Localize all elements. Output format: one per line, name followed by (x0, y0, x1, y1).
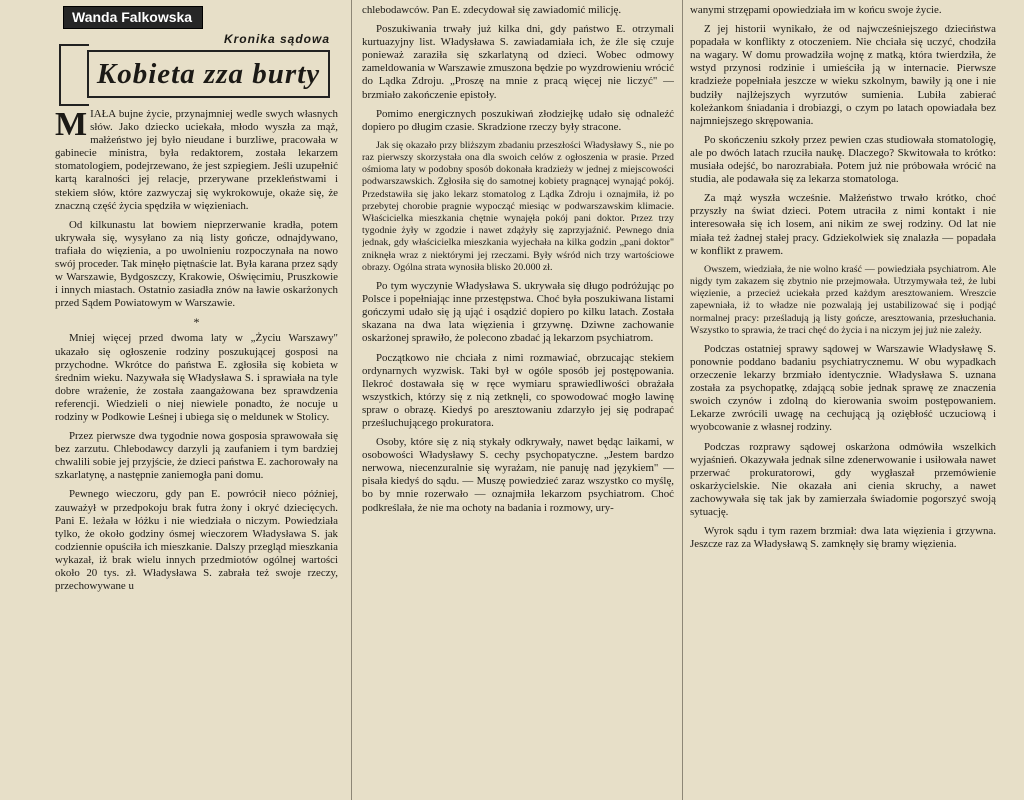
column-1 (55, 4, 338, 800)
section-label: Kronika sądowa (223, 32, 330, 46)
paragraph: Osoby, które się z nią stykały odkrywały, nawet będąc laikami, w osobowości Władysławy S. cechy psychopatyczne. „Jestem bardzo nerwowa, niecenzuralnie się wyrażam, nie panuję nad językiem" — pisała kiedyś do sądu. — Muszę powiedzieć zaraz wszystko co myślę, bo by mnie rozerwało — oznajmiła lekarzom psychiatrom. Choć podkreślała, że nie ma ochoty na badania i rozmowy, ury- (362, 436, 674, 514)
paragraph: Po skończeniu szkoły przez pewien czas studiowała stomatologię, ale po dwóch latach rzuciła naukę. Dlaczego? Skwitowała to krótko: musiała odejść, bo narozrabiała. Potem już nie próbowała wrócić na studia, ale podawała się za lekarza stomatologa. (690, 133, 996, 186)
paragraph: chlebodawców. Pan E. zdecydował się zawiadomić milicję. (362, 4, 622, 16)
paragraph: Początkowo nie chciała z nimi rozmawiać, obrzucając stekiem ordynarnych wyzwisk. Taki był w ogóle sposób jej postępowania. Ilekroć dostawała się w ręce wymiaru sprawiedliwości obrażała wszystkich, którzy się z nią zetknęli, co spowodować mogło lawinę spraw o obrazę. Kiedyś po aresztowaniu zdarzyło jej się podrapać prześluchującego prokuratora. (362, 351, 674, 430)
column-2 (362, 4, 674, 800)
author-byline: Wanda Falkowska (63, 6, 203, 29)
section-separator: * (193, 315, 200, 330)
paragraph: wanymi strzępami opowiedziała im w końcu swoje życie. (690, 4, 942, 16)
article-title: Kobieta zza burty (87, 50, 330, 98)
paragraph: MIAŁA bujne życie, przynajmniej wedle swych własnych słów. Jako dziecko uciekała, młodo wyszła za mąż, małżeństwo jej było nieudane i burzliwe, pracowała w gabinecie ministra, była redaktorem, została lekarzem stomatologiem, podejrzewano, że jest szpiegiem. Jeśli uzupełnić kartą karalności jej relacje, przerywane przekleństwami i stekiem słów, które zazwyczaj się wykrokowuje, okaże się, że znaczną część życia spędziła w więzieniach. (55, 106, 338, 212)
paragraph: Pomimo energicznych poszukiwań złodziejkę udało się odnaleźć dopiero po długim czasie. Skradzione rzeczy były stracone. (362, 107, 674, 133)
paragraph: Pewnego wieczoru, gdy pan E. powrócił nieco później, zauważył w przedpokoju brak futra żony i okryć dziecięcych. Pani E. leżała w łóżku i nie wiedziała o niczym. Powiedziała tylko, że około godziny ósmej wieczorem Władysława S. jak codziennie opuściła ich mieszkanie. Dalszy przegląd mieszkania wykazał, iż brak wielu innych przedmiotów ogólnej wartości około 20 tys. zł. Władysława S. zabrała też swoje rzeczy, przechowywane u (55, 488, 338, 593)
paragraph: Podczas ostatniej sprawy sądowej w Warszawie Władysławę S. ponownie poddano badaniu psychiatrycznemu. W obu wypadkach orzeczenie lekarzy brzmiało identycznie. Władysława S. uznana została za psychopatkę, zdającą sobie jednak sprawę ze znaczenia swoich czynów i zdolną do kierowania swoim postępowaniem. Lekarze zwrócili uwagę na cechującą ją oziębłość uczuciową i wyobcowanie z własnej rodziny. (690, 342, 996, 434)
column-divider-left (351, 0, 352, 800)
column-divider-right (682, 0, 683, 800)
column-3 (690, 4, 996, 800)
paragraph: Z jej historii wynikało, że od najwcześniejszego dzieciństwa popadała w konflikty z otoczeniem. Nie chciała się uczyć, chodziła na wagary. W domu prowadziła wojnę z matką, która twierdziła, że wstyd przynosi rodzinie i umieściła ją w internacie. Pierwsze kradzieże popełniała jeszcze w wieku szkolnym, bawiły ją one i nie budziły najlżejszych wyrzutów sumienia. Lubiła zabierać koleżankom śniadania i drobiazgi, o czym po latach opowiadała bez najmniejszego skrępowania. (690, 23, 996, 127)
paragraph: Przez pierwsze dwa tygodnie nowa gosposia sprawowała się bez zarzutu. Chlebodawcy darzyli ją zaufaniem i tym bardziej chwalili sobie jej przyjście, że dzieci państwa E. zachorowały na szkarlatynę, a następnie zaniemogła pani domu. (55, 430, 338, 482)
paragraph: Podczas rozprawy sądowej oskarżona odmówiła wszelkich wyjaśnień. Okazywała jednak silne zdenerwowanie i usiłowała nawet przerwać prokuratorowi, gdy wygłaszał przemówienie oskarżycielskie. Nie okazała ani cienia skruchy, a nawet zachowywała się tak jak by zamierzała świadomie pogorszyć swoją sytuację. (690, 440, 996, 519)
dropcap: M (55, 106, 88, 143)
paragraph: Poszukiwania trwały już kilka dni, gdy państwo E. otrzymali kurtuazyjny list. Władysława S. zawiadamiała ich, że źle się czuje ponieważ zaraziła się szkarlatyną od dzieci. Wobec odmowy zameldowania w Warszawie zmuszona będzie po wyzdrowieniu wrócić do Lądka Zdroju. „Proszę na mnie z pracą więcej nie liczyć" — brzmiało zakończenie epistoły. (362, 23, 674, 101)
paragraph: Po tym wyczynie Władysława S. ukrywała się długo podróżując po Polsce i popełniając inne przestępstwa. Choć była poszukiwana listami gończymi udało się ją ująć i osądzić dopiero po kilku latach. Została skazana na dwa lata więzienia i grzywnę. Dziwne zachowanie oskarżonej sprawiło, że polecono zbadać ją lekarzom psychiatrom. (362, 280, 674, 345)
paragraph: Za mąż wyszła wcześnie. Małżeństwo trwało krótko, choć przyszły na świat dzieci. Potem utraciła z nimi kontakt i nie interesowała się ich losem, ani nikim ze swej rodziny. Od lat nie miała też żadnej stałej pracy. Gdziekolwiek się znalazła — popadała w konflikt z prawem. (690, 192, 996, 257)
paragraph: Od kilkunastu lat bowiem nieprzerwanie kradła, potem ukrywała się, wysyłano za nią listy gończe, odnajdywano, trafiała do więzienia, a po uwolnieniu rozpoczynała na nowo swój proceder. Tak minęło piętnaście lat. Była karana przez sądy w Warszawie, Bydgoszczy, Krakowie, Oświęcimiu, Pruszkowie i innych miastach. Ostatnio zasiadła znów na ławie oskarżonych przed Sądem Powiatowym w Warszawie. (55, 218, 338, 310)
paragraph-small: Owszem, wiedziała, że nie wolno kraść — powiedziała psychiatrom. Ale nigdy tym zakazem się zbytnio nie przejmowała. Utrzymywała też, że lubi więzienie, a przecież uciekała przed każdym aresztowaniem. Wreszcie zapewniała, iż to władze nie pozwalają jej ustabilizować się i podjąć normalnej pracy: prześladują ją listy gończe, aresztowania, przesłuchania. Wszystko to sprawia, że traci chęć do życia i na niczym jej już nie zależy. (690, 263, 996, 336)
paragraph-small: Jak się okazało przy bliższym zbadaniu przeszłości Władysławy S., nie po raz pierwszy skorzystała ona dla swoich celów z ogłoszenia w prasie. Przed ośmioma laty w podobny sposób dokonała kradzieży w jednej z miejscowości podwarszawskich. Zgłosiła się do samotnej kobiety pragnącej wynająć pokój. Przedstawiła się jako lekarz stomatolog z Lądka Zdroju i oznajmiła, iż po przebytej chorobie pragnie wypocząć miesiąc w podwarszawskim klimacie. Właścicielka mieszkania chętnie wynajęła pokój pani doktor. Przez trzy tygodnie żyły w zgodzie i nawet zdążyły się zaprzyjaźnić. Pewnego dnia jednak, gdy właścicielka mieszkania wyjechała na kilka godzin „pani doktor" zniknęła wraz z niektórymi jej rzeczami. Były wśród nich trzy wartościowe obrazy. Ogólna strata wynosiła blisko 20.000 zł. (362, 139, 674, 273)
paragraph: Mniej więcej przed dwoma laty w „Życiu Warszawy" ukazało się ogłoszenie rodziny poszukującej gosposi na przychodne. Wkrótce do państwa E. zgłosiła się kobieta w średnim wieku. Nazywała się Władysława S. i sprawiała na tyle dobre wrażenie, że została zaangażowana bez sprawdzenia referencji. Wiedzieli o niej niewiele ponadto, że nocuje u rodziny w Podkowie Leśnej i ubiega się o meldunek w Stolicy. (55, 332, 338, 423)
paragraph: Wyrok sądu i tym razem brzmiał: dwa lata więzienia i grzywna. Jeszcze raz za Władysławą S. zamknęły się bramy więzienia. (690, 525, 996, 551)
